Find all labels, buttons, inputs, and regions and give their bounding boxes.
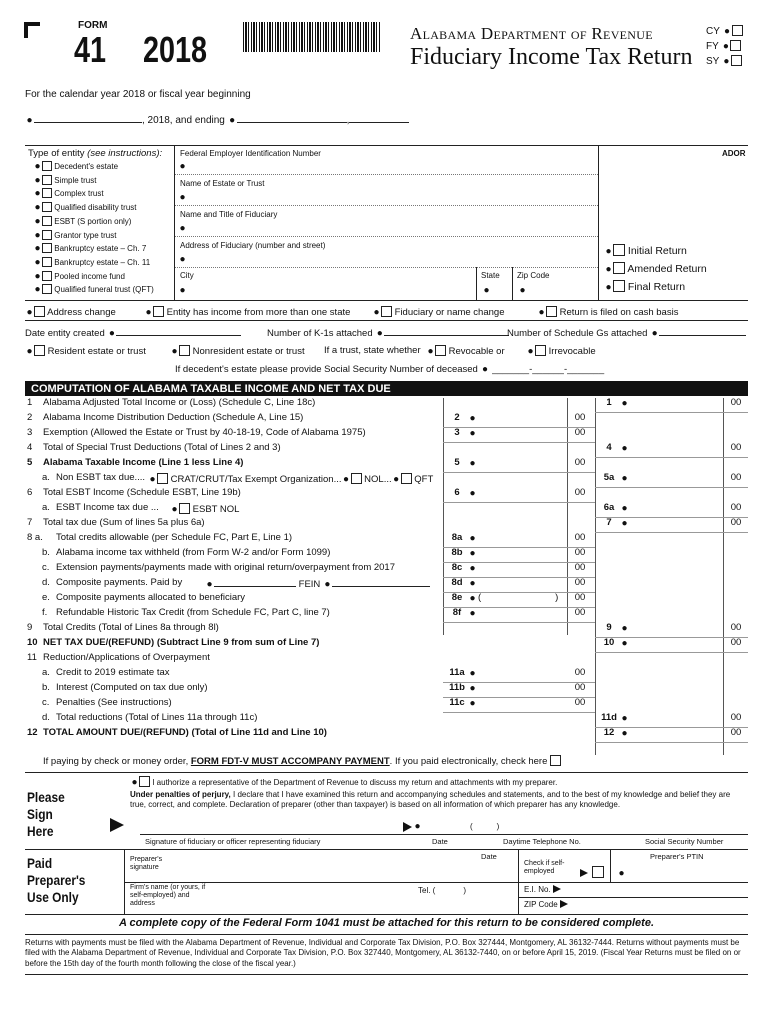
entity-type-option[interactable]: ● Bankruptcy estate – Ch. 11 bbox=[34, 256, 151, 268]
line-box-number: 9 bbox=[606, 622, 612, 633]
amended-return-checkbox[interactable] bbox=[613, 262, 625, 274]
paid-electronically-checkbox[interactable] bbox=[550, 755, 561, 766]
entity-type-option[interactable]: ● Simple trust bbox=[34, 174, 97, 186]
amount-field[interactable]: ● bbox=[621, 623, 628, 634]
cents-value: 00 bbox=[574, 577, 586, 588]
sign-dot: ● bbox=[414, 821, 421, 832]
amount-field[interactable]: ● bbox=[469, 608, 476, 619]
comma: , bbox=[346, 115, 350, 126]
zip-dot[interactable]: ● bbox=[519, 285, 526, 296]
line-number: f. bbox=[42, 607, 48, 618]
form-word: FORM bbox=[78, 20, 108, 31]
fy-label: FY bbox=[706, 41, 719, 52]
line-rule bbox=[443, 472, 595, 473]
line-number: b. bbox=[42, 682, 50, 693]
city-label: City bbox=[180, 271, 194, 280]
fdtv-text: FORM FDT-V MUST ACCOMPANY PAYMENT bbox=[190, 756, 390, 767]
line-box-number: 8f bbox=[452, 607, 462, 618]
name-fiduciary-dot[interactable]: ● bbox=[179, 223, 186, 234]
address-change-checkbox[interactable] bbox=[34, 306, 45, 317]
cents-value: 00 bbox=[574, 682, 586, 693]
entity-top-rule bbox=[25, 145, 748, 146]
resident-label: Resident estate or trust bbox=[47, 346, 146, 357]
line-box-number: 10 bbox=[603, 637, 615, 648]
paid-preparer-title: Paid Preparer's Use Only bbox=[27, 855, 86, 905]
final-return-option[interactable]: ● Final Return bbox=[605, 281, 686, 293]
cents-value: 00 bbox=[730, 397, 742, 408]
ptin-dot[interactable]: ● bbox=[618, 868, 625, 879]
line-description: Alabama Income Distribution Deduction (Schedule A, Line 15) bbox=[43, 412, 304, 423]
status-col-divider bbox=[598, 145, 599, 300]
cy-checkbox[interactable] bbox=[732, 25, 743, 36]
entity-type-label: Complex trust bbox=[54, 189, 104, 199]
line-description: Reduction/Applications of Overpayment bbox=[43, 652, 210, 663]
sig-label: Signature of fiduciary or officer representing fiduciary bbox=[145, 837, 321, 846]
line-rule bbox=[443, 442, 595, 443]
line-description: Refundable Historic Tax Credit (from Schedule FC, Part C, line 7) bbox=[56, 607, 330, 618]
amount-field[interactable]: ● bbox=[469, 698, 476, 709]
line-box-number: 8c bbox=[451, 562, 463, 573]
zip-divider bbox=[512, 267, 513, 300]
inner-col-right bbox=[595, 398, 596, 755]
multi-state-label: Entity has income from more than one state bbox=[166, 307, 351, 318]
preparer-sig-label: Preparer's signature bbox=[130, 856, 163, 872]
inner-col-cents bbox=[567, 398, 568, 635]
begin-date-field[interactable] bbox=[34, 113, 142, 123]
final-return-checkbox[interactable] bbox=[613, 280, 625, 292]
amount-field[interactable]: ● bbox=[469, 683, 476, 694]
composite-allocated-parens: ( ) bbox=[478, 592, 559, 603]
entity-type-option[interactable]: ● Qualified disability trust bbox=[34, 202, 137, 214]
name-estate-rule bbox=[175, 205, 598, 206]
state-divider bbox=[476, 267, 477, 300]
line-number: a. bbox=[42, 502, 50, 513]
line-number: 11 bbox=[27, 652, 37, 663]
schedule-g-label: Number of Schedule Gs attached bbox=[507, 328, 648, 339]
cents-value: 00 bbox=[574, 697, 586, 708]
amount-field[interactable]: ● bbox=[621, 503, 628, 514]
entity-type-option[interactable]: ● Complex trust bbox=[34, 188, 104, 200]
end-year-field[interactable] bbox=[349, 113, 409, 123]
resident-checkbox[interactable] bbox=[34, 345, 45, 356]
nonresident-label: Nonresident estate or trust bbox=[192, 346, 305, 357]
preparer-mid-rule bbox=[124, 882, 748, 883]
line-box-number: 7 bbox=[606, 517, 612, 528]
perjury-text: Under penalties of perjury, I declare that I have examined this return and accompanying schedules and statements, and to the best of my knowledge and belief they are true, correct, and complete. Declaration of preparer (other than taxpayer) is based on all information of which preparer has any knowledge. bbox=[130, 790, 731, 809]
preparer-bottom-rule bbox=[25, 914, 748, 915]
line-box-number: 8a bbox=[451, 532, 463, 543]
ein-label: E.I. No. bbox=[524, 885, 561, 894]
line-box-number: 6a bbox=[603, 502, 615, 513]
cash-basis-option[interactable]: ● Return is filed on cash basis bbox=[538, 307, 679, 318]
line-number: c. bbox=[42, 697, 50, 708]
cents-value: 00 bbox=[574, 667, 586, 678]
line-description: Alabama Taxable Income (Line 1 less Line 4) bbox=[43, 457, 244, 468]
name-estate-dot[interactable]: ● bbox=[179, 192, 186, 203]
line-number: 4 bbox=[27, 442, 33, 453]
line-description: Total of Special Trust Deductions (Total of Lines 2 and 3) bbox=[43, 442, 281, 453]
amended-return-option[interactable]: ● Amended Return bbox=[605, 263, 707, 275]
line-description: Alabama income tax withheld (from Form W-2 and/or Form 1099) bbox=[56, 547, 331, 558]
line-description: ESBT Income tax due ... bbox=[56, 502, 159, 513]
initial-return-label: Initial Return bbox=[627, 245, 687, 257]
multi-state-checkbox[interactable] bbox=[153, 306, 164, 317]
line-box-number: 6 bbox=[454, 487, 460, 498]
entity-type-label: Qualified funeral trust (QFT) bbox=[54, 285, 154, 295]
cents-value: 00 bbox=[730, 637, 742, 648]
inner-col-left bbox=[443, 398, 444, 635]
line-description: Total credits allowable (per Schedule FC, Part E, Line 1) bbox=[56, 532, 293, 543]
entity-type-label: Decedent's estate bbox=[54, 162, 119, 171]
line-box-number: 2 bbox=[454, 412, 460, 423]
entity-type-label: Bankruptcy estate – Ch. 11 bbox=[54, 257, 151, 267]
sign-line[interactable] bbox=[140, 834, 748, 835]
entity-type-label: Qualified disability trust bbox=[54, 203, 137, 213]
cy-label: CY bbox=[706, 26, 720, 37]
line-description: Credit to 2019 estimate tax bbox=[56, 667, 170, 678]
amount-field[interactable]: ● bbox=[469, 578, 476, 589]
barcode bbox=[243, 22, 381, 52]
line-description: Composite payments allocated to beneficiary bbox=[56, 592, 246, 603]
line-rule bbox=[595, 652, 748, 653]
line-box-number: 11b bbox=[449, 682, 465, 693]
tel-label: Tel. ( ) bbox=[418, 886, 467, 895]
sy-checkbox[interactable] bbox=[731, 55, 742, 66]
entity-type-label: ESBT (S portion only) bbox=[54, 216, 132, 226]
line-number: 8 a. bbox=[27, 532, 43, 543]
entity-type-label: Bankruptcy estate – Ch. 7 bbox=[54, 244, 147, 254]
line-box-number: 5 bbox=[454, 457, 460, 468]
authorize-checkbox[interactable] bbox=[139, 776, 150, 787]
cents-value: 00 bbox=[730, 517, 742, 528]
amount-field[interactable]: ● bbox=[621, 638, 628, 649]
address-dot[interactable]: ● bbox=[179, 254, 186, 265]
cy-option[interactable]: CY ● bbox=[706, 25, 743, 38]
irrevocable-checkbox[interactable] bbox=[535, 345, 546, 356]
ssn-label: Social Security Number bbox=[645, 837, 724, 846]
entity-type-checkbox[interactable] bbox=[42, 257, 52, 267]
amount-field[interactable]: ● bbox=[469, 428, 476, 439]
cents-value: 00 bbox=[730, 472, 742, 483]
copy-note: A complete copy of the Federal Form 1041 must be attached for this return to be considered complete. bbox=[118, 917, 655, 929]
cents-value: 00 bbox=[574, 487, 586, 498]
cents-value: 00 bbox=[574, 607, 586, 618]
date-label: Date bbox=[432, 837, 448, 846]
amount-field[interactable]: ● bbox=[469, 548, 476, 559]
line-description: NET TAX DUE/(REFUND) (Subtract Line 9 from sum of Line 7) bbox=[43, 637, 320, 648]
zip-label: Zip Code bbox=[517, 271, 550, 280]
end-date-field[interactable] bbox=[237, 113, 347, 123]
entity-type-option[interactable]: ● Qualified funeral trust (QFT) bbox=[34, 284, 154, 296]
amount-field[interactable]: ● bbox=[469, 458, 476, 469]
state-label: State bbox=[481, 271, 500, 280]
nonresident-checkbox[interactable] bbox=[179, 345, 190, 356]
amended-return-label: Amended Return bbox=[627, 263, 707, 275]
entity-type-option[interactable]: ● ESBT (S portion only) bbox=[34, 215, 132, 227]
line-rule bbox=[595, 487, 748, 488]
cents-value: 00 bbox=[574, 412, 586, 423]
line-number: a. bbox=[42, 667, 50, 678]
prep-date-label: Date bbox=[481, 852, 497, 861]
phone-label: Daytime Telephone No. bbox=[503, 837, 581, 846]
name-fiduciary-rule bbox=[175, 236, 598, 237]
line-number: d. bbox=[42, 712, 50, 723]
line-box-number: 1 bbox=[606, 397, 612, 408]
name-estate-label: Name of Estate or Trust bbox=[180, 179, 265, 188]
cash-basis-checkbox[interactable] bbox=[546, 306, 557, 317]
line-description: Total reductions (Total of Lines 11a through 11c) bbox=[56, 712, 258, 723]
sy-label: SY bbox=[706, 56, 720, 67]
sign-top-rule bbox=[25, 772, 748, 773]
self-employed-label: Check if self-employed bbox=[524, 860, 565, 876]
entity-type-option[interactable]: ● Pooled income fund bbox=[34, 270, 125, 282]
entity-type-label: Pooled income fund bbox=[54, 271, 125, 281]
schedule-g-field[interactable]: Number of Schedule Gs attached ● bbox=[507, 327, 746, 340]
line-box-number: 11c bbox=[449, 697, 465, 708]
amount-field[interactable]: ● bbox=[469, 413, 476, 424]
address-rule bbox=[175, 267, 598, 268]
sy-option[interactable]: SY ● bbox=[706, 55, 742, 68]
entity-type-checkbox[interactable] bbox=[42, 188, 52, 198]
fein-rule bbox=[175, 174, 598, 175]
pay-note-text: If paying by check or money order, bbox=[43, 756, 189, 767]
cents-value: 00 bbox=[574, 592, 586, 603]
cents-value: 00 bbox=[730, 622, 742, 633]
preparer-top-rule bbox=[25, 849, 748, 850]
line-number: 12 bbox=[27, 727, 38, 738]
line-rule bbox=[443, 622, 595, 623]
line-number: 10 bbox=[27, 637, 38, 648]
line-description: Total Credits (Total of Lines 8a through 8l) bbox=[43, 622, 219, 633]
decedent-ssn-label: If decedent's estate please provide Social Security Number of deceased bbox=[175, 364, 478, 375]
line-description: Extension payments/payments made with original return/overpayment from 2017 bbox=[56, 562, 396, 573]
form-year: 2018 bbox=[143, 29, 208, 70]
composite-payer-fields[interactable]: ● FEIN ● bbox=[205, 578, 430, 591]
fy-checkbox[interactable] bbox=[730, 40, 741, 51]
address-change-label: Address change bbox=[47, 307, 116, 318]
fy-option[interactable]: FY ● bbox=[706, 40, 741, 53]
k1-count-label: Number of K-1s attached bbox=[267, 328, 373, 339]
entity-type-checkbox[interactable] bbox=[42, 175, 52, 185]
line-description: Interest (Computed on tax due only) bbox=[56, 682, 208, 693]
ador-label: ADOR bbox=[722, 149, 746, 158]
initial-return-option[interactable]: ● Initial Return bbox=[605, 245, 687, 257]
entity-type-checkbox[interactable] bbox=[42, 230, 52, 240]
prep-date-divider bbox=[518, 849, 519, 882]
self-employed-arrow-icon bbox=[580, 869, 588, 877]
name-fiduciary-label: Name and Title of Fiduciary bbox=[180, 210, 278, 219]
line-box-number: 5a bbox=[603, 472, 615, 483]
revocable-option[interactable]: ● Revocable or bbox=[427, 346, 505, 357]
line-box-number: 8b bbox=[451, 547, 463, 558]
if-trust-label: If a trust, state whether bbox=[324, 345, 421, 356]
k1-count-field[interactable]: Number of K-1s attached ● bbox=[267, 327, 509, 340]
name-change-checkbox[interactable] bbox=[381, 306, 392, 317]
ssn-mask: _______-______-_______ bbox=[492, 364, 605, 375]
amount-field[interactable]: ● bbox=[621, 713, 628, 724]
entity-type-checkbox[interactable] bbox=[42, 271, 52, 281]
nonresident-option[interactable]: ● Nonresident estate or trust bbox=[171, 346, 305, 357]
line-description: Total ESBT Income (Schedule ESBT, Line 19b) bbox=[43, 487, 241, 498]
line-number: 7 bbox=[27, 517, 33, 528]
cents-value: 00 bbox=[574, 532, 586, 543]
line-number: b. bbox=[42, 547, 50, 558]
name-change-option[interactable]: ● Fiduciary or name change bbox=[373, 307, 505, 318]
amount-field[interactable]: ● bbox=[621, 443, 628, 454]
cents-value: 00 bbox=[730, 442, 742, 453]
line-description: Alabama Adjusted Total Income or (Loss) (Schedule C, Line 18c) bbox=[43, 397, 316, 408]
sign-arrow-icon bbox=[110, 818, 124, 832]
final-return-label: Final Return bbox=[627, 281, 686, 293]
cash-basis-label: Return is filed on cash basis bbox=[559, 307, 679, 318]
fein-dot[interactable]: ● bbox=[179, 161, 186, 172]
line-description: Exemption (Allowed the Estate or Trust by 40-18-19, Code of Alabama 1975) bbox=[43, 427, 366, 438]
line-number: 9 bbox=[27, 622, 33, 633]
entity-type-checkbox[interactable] bbox=[42, 284, 52, 294]
firm-name-label: Firm's name (or yours, if self-employed) and address bbox=[130, 884, 206, 908]
city-dot[interactable]: ● bbox=[179, 285, 186, 296]
line-number: 2 bbox=[27, 412, 33, 423]
footer-bottom-rule bbox=[25, 974, 748, 975]
entity-bottom-rule bbox=[25, 300, 748, 301]
line-rule bbox=[595, 742, 748, 743]
computation-heading: COMPUTATION OF ALABAMA TAXABLE INCOME AND NET TAX DUE bbox=[25, 381, 748, 396]
address-label: Address of Fiduciary (number and street) bbox=[180, 241, 326, 250]
cents-value: 00 bbox=[574, 547, 586, 558]
amount-field[interactable]: ● bbox=[621, 728, 628, 739]
amount-field[interactable]: ● bbox=[469, 668, 476, 679]
esbt-nol-option[interactable]: ● ESBT NOL bbox=[171, 504, 240, 515]
amount-field[interactable]: ● bbox=[469, 593, 476, 604]
line-rule bbox=[595, 457, 748, 458]
entity-type-label: Type of entity (see instructions): bbox=[28, 148, 163, 159]
entity-type-checkbox[interactable] bbox=[42, 216, 52, 226]
entity-type-label: Simple trust bbox=[54, 175, 97, 185]
cents-value: 00 bbox=[730, 727, 742, 738]
authorize-option[interactable]: ● I authorize a representative of the Department of Revenue to discuss my return and attachments with my preparer. bbox=[131, 777, 558, 788]
name-change-label: Fiduciary or name change bbox=[394, 307, 505, 318]
entity-type-checkbox[interactable] bbox=[42, 161, 52, 171]
line-rule bbox=[595, 532, 748, 533]
address-change-option[interactable]: ● Address change bbox=[26, 307, 116, 318]
electronic-text: . If you paid electronically, check here bbox=[389, 756, 548, 767]
amount-field[interactable]: ● bbox=[621, 398, 628, 409]
return-title: Fiduciary Income Tax Return bbox=[410, 44, 693, 70]
amount-field[interactable]: ● bbox=[621, 518, 628, 529]
line-box-number: 12 bbox=[603, 727, 615, 738]
entity-type-checkbox[interactable] bbox=[42, 243, 52, 253]
line-number: e. bbox=[42, 592, 50, 603]
multi-state-option[interactable]: ● Entity has income from more than one state bbox=[145, 307, 351, 318]
tel-divider bbox=[518, 882, 519, 914]
cents-value: 00 bbox=[730, 712, 742, 723]
entity-type-option[interactable]: ● Grantor type trust bbox=[34, 229, 117, 241]
state-dot[interactable]: ● bbox=[483, 285, 490, 296]
irrevocable-option[interactable]: ● Irrevocable bbox=[527, 346, 596, 357]
initial-return-checkbox[interactable] bbox=[613, 244, 625, 256]
period-line: For the calendar year 2018 or fiscal year beginning bbox=[25, 89, 251, 100]
revocable-checkbox[interactable] bbox=[435, 345, 446, 356]
line-rule bbox=[443, 712, 595, 713]
line-description: Total tax due (Sum of lines 5a plus 6a) bbox=[43, 517, 205, 528]
line-description: Composite payments. Paid by bbox=[56, 577, 183, 588]
form-number: 41 bbox=[74, 29, 107, 70]
payment-note bbox=[43, 755, 561, 768]
decedent-ssn-field[interactable]: If decedent's estate please provide Social Security Number of deceased ● _______-______-_______ bbox=[175, 364, 605, 375]
line-number: a. bbox=[42, 472, 50, 483]
amount-field[interactable]: ● bbox=[469, 488, 476, 499]
irrevocable-label: Irrevocable bbox=[548, 346, 596, 357]
ptin-label: Preparer's PTIN bbox=[650, 852, 704, 861]
line-number: d. bbox=[42, 577, 50, 588]
line-box-number: 11d bbox=[601, 712, 617, 723]
outer-col-cents bbox=[723, 398, 724, 755]
line-box-number: 4 bbox=[606, 442, 612, 453]
line-number: c. bbox=[42, 562, 50, 573]
zip-code-label: ZIP Code bbox=[524, 900, 568, 909]
line-box-number: 8d bbox=[451, 577, 463, 588]
line-rule bbox=[595, 412, 748, 413]
entity-type-label: Grantor type trust bbox=[54, 230, 117, 240]
please-sign-here: Please Sign Here bbox=[27, 789, 65, 839]
line-description: TOTAL AMOUNT DUE/(REFUND) (Total of Line 11d and Line 10) bbox=[43, 727, 327, 738]
corner-mark bbox=[24, 22, 40, 38]
entity-type-checkbox[interactable] bbox=[42, 202, 52, 212]
mailing-instructions: Returns with payments must be filed with the Alabama Department of Revenue, Individual and Corporate Tax Division, P.O. Box 327444, Montgomery, AL 36132-7444. Returns without payments must be filed with the Alabama Department of Revenue, Individual and Corporate Tax Division, P.O. Box 327440, Montgomery, AL 36132-7440, on or before April 15, 2019. (Fiscal Year Returns must be filed on or before the 15th day of the fourth month following the close of the fiscal year.) bbox=[25, 938, 741, 968]
date-created-label: Date entity created bbox=[25, 328, 105, 339]
self-employed-checkbox[interactable] bbox=[592, 866, 604, 878]
flags-rule-1 bbox=[25, 320, 748, 321]
footer-rule bbox=[25, 934, 748, 935]
authorize-label: I authorize a representative of the Department of Revenue to discuss my return and attachments with my preparer. bbox=[152, 778, 558, 787]
line-rule bbox=[443, 502, 595, 503]
amount-field[interactable]: ● bbox=[469, 533, 476, 544]
cents-value: 00 bbox=[730, 502, 742, 513]
agency-name: Alabama Department of Revenue bbox=[410, 24, 653, 43]
period-dates: ● , 2018, and ending ● , bbox=[25, 113, 409, 127]
line-number: 3 bbox=[27, 427, 33, 438]
resident-option[interactable]: ● Resident estate or trust bbox=[26, 346, 146, 357]
cents-value: 00 bbox=[574, 457, 586, 468]
entity-type-option[interactable]: ● Bankruptcy estate – Ch. 7 bbox=[34, 243, 147, 255]
fein-label: Federal Employer Identification Number bbox=[180, 149, 321, 158]
line-number: 5 bbox=[27, 457, 33, 468]
amount-field[interactable]: ● bbox=[621, 473, 628, 484]
line-number: 6 bbox=[27, 487, 33, 498]
cents-value: 00 bbox=[574, 562, 586, 573]
sign-line-arrow-icon bbox=[403, 822, 412, 832]
revocable-label: Revocable or bbox=[448, 346, 505, 357]
cents-value: 00 bbox=[574, 427, 586, 438]
date-created-field[interactable]: Date entity created ● bbox=[25, 327, 241, 340]
ein-rule bbox=[518, 897, 748, 898]
line-box-number: 11a bbox=[449, 667, 465, 678]
entity-type-option[interactable]: ● Decedent's estate bbox=[34, 161, 119, 172]
line-box-number: 8e bbox=[451, 592, 463, 603]
entity-col-divider bbox=[174, 145, 175, 300]
line-box-number: 3 bbox=[454, 427, 460, 438]
line-description: Non ESBT tax due.... bbox=[56, 472, 146, 483]
amount-field[interactable]: ● bbox=[469, 563, 476, 574]
tax-type-options[interactable]: ● CRAT/CRUT/Tax Exempt Organization...● NOL...● QFT bbox=[149, 474, 434, 485]
and-ending-label: , 2018, and ending bbox=[142, 115, 225, 126]
line-number: 1 bbox=[27, 397, 33, 408]
ptin-divider bbox=[610, 849, 611, 882]
line-description: Penalties (See instructions) bbox=[56, 697, 172, 708]
phone-parens: ( ) bbox=[470, 822, 500, 831]
